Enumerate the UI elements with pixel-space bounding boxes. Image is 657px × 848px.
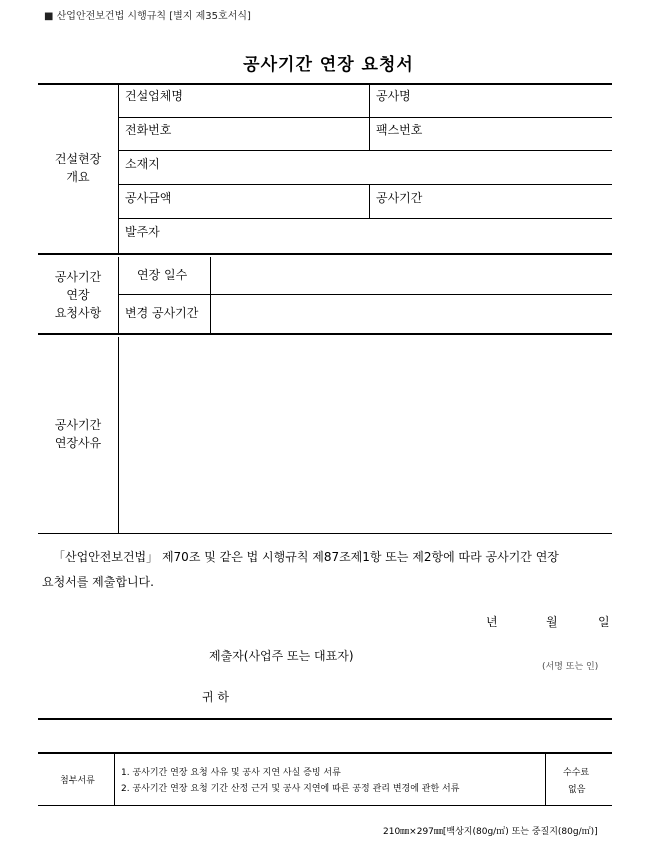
section-rule <box>38 533 612 534</box>
form-title: 공사기간 연장 요청서 <box>243 55 414 75</box>
phone-label: 전화번호 <box>125 123 172 137</box>
section-double-rule <box>38 333 612 335</box>
extension-days-label: 연장 일수 <box>137 268 188 282</box>
submitter-label: 제출자(사업주 또는 대표자) <box>209 649 354 663</box>
date-day: 일 <box>598 615 610 629</box>
contract-amount-label: 공사금액 <box>125 191 172 205</box>
section1-label: 건설현장 개요 <box>54 152 102 184</box>
cell-divider <box>369 85 370 150</box>
statement-text: 「산업안전보건법」 제70조 및 같은 법 시행규칙 제87조제1항 또는 제2항에 따라 공사기간 연장 <box>53 550 559 564</box>
row-divider <box>118 218 612 219</box>
fee-value: 없음 <box>568 785 586 795</box>
paper-spec-footer: 210㎜×297㎜[백상지(80g/㎡) 또는 중질지(80g/㎡)] <box>383 827 598 837</box>
attachments-top-rule <box>38 752 612 754</box>
attachments-bottom-rule <box>38 805 612 806</box>
signature-hint: (서명 또는 인) <box>542 662 599 672</box>
section3-label: 공사기간 연장사유 <box>54 418 102 450</box>
address-label: 소재지 <box>125 157 160 171</box>
recipient-label: 귀 하 <box>202 690 229 704</box>
form-header: ■ 산업안전보건법 시행규칙 [별지 제35호서식] <box>44 11 251 22</box>
attachment-item-1: 1. 공사기간 연장 요청 사유 및 공사 지연 사실 증빙 서류 <box>121 768 341 778</box>
contractor-name-label: 건설업체명 <box>125 89 183 103</box>
date-year: 년 <box>486 615 498 629</box>
statement-text-cont: 요청서를 제출합니다. <box>42 575 154 589</box>
row-divider <box>118 184 612 185</box>
top-double-rule <box>38 83 612 85</box>
construction-period-label: 공사기간 <box>376 191 423 205</box>
label-column-divider <box>118 337 119 533</box>
cell-divider <box>114 754 115 805</box>
row-divider <box>118 117 612 118</box>
date-month: 월 <box>546 615 558 629</box>
cell-divider <box>369 184 370 218</box>
label-column-divider <box>118 85 119 253</box>
fee-label: 수수료 <box>563 768 590 778</box>
fax-label: 팩스번호 <box>376 123 423 137</box>
label-column-divider <box>118 257 119 333</box>
changed-period-label: 변경 공사기간 <box>125 306 199 320</box>
cell-divider <box>210 257 211 333</box>
client-label: 발주자 <box>125 225 160 239</box>
statement-rule <box>38 718 612 720</box>
section2-label: 공사기간 연장 요청사항 <box>54 270 102 320</box>
attachments-label: 첨부서류 <box>60 776 95 786</box>
row-divider <box>118 294 612 295</box>
row-divider <box>118 150 612 151</box>
project-name-label: 공사명 <box>376 89 411 103</box>
attachment-item-2: 2. 공사기간 연장 요청 기간 산정 근거 및 공사 지연에 따른 공정 관리 변경에 관한 서류 <box>121 784 460 794</box>
section-double-rule <box>38 253 612 255</box>
cell-divider <box>545 754 546 805</box>
